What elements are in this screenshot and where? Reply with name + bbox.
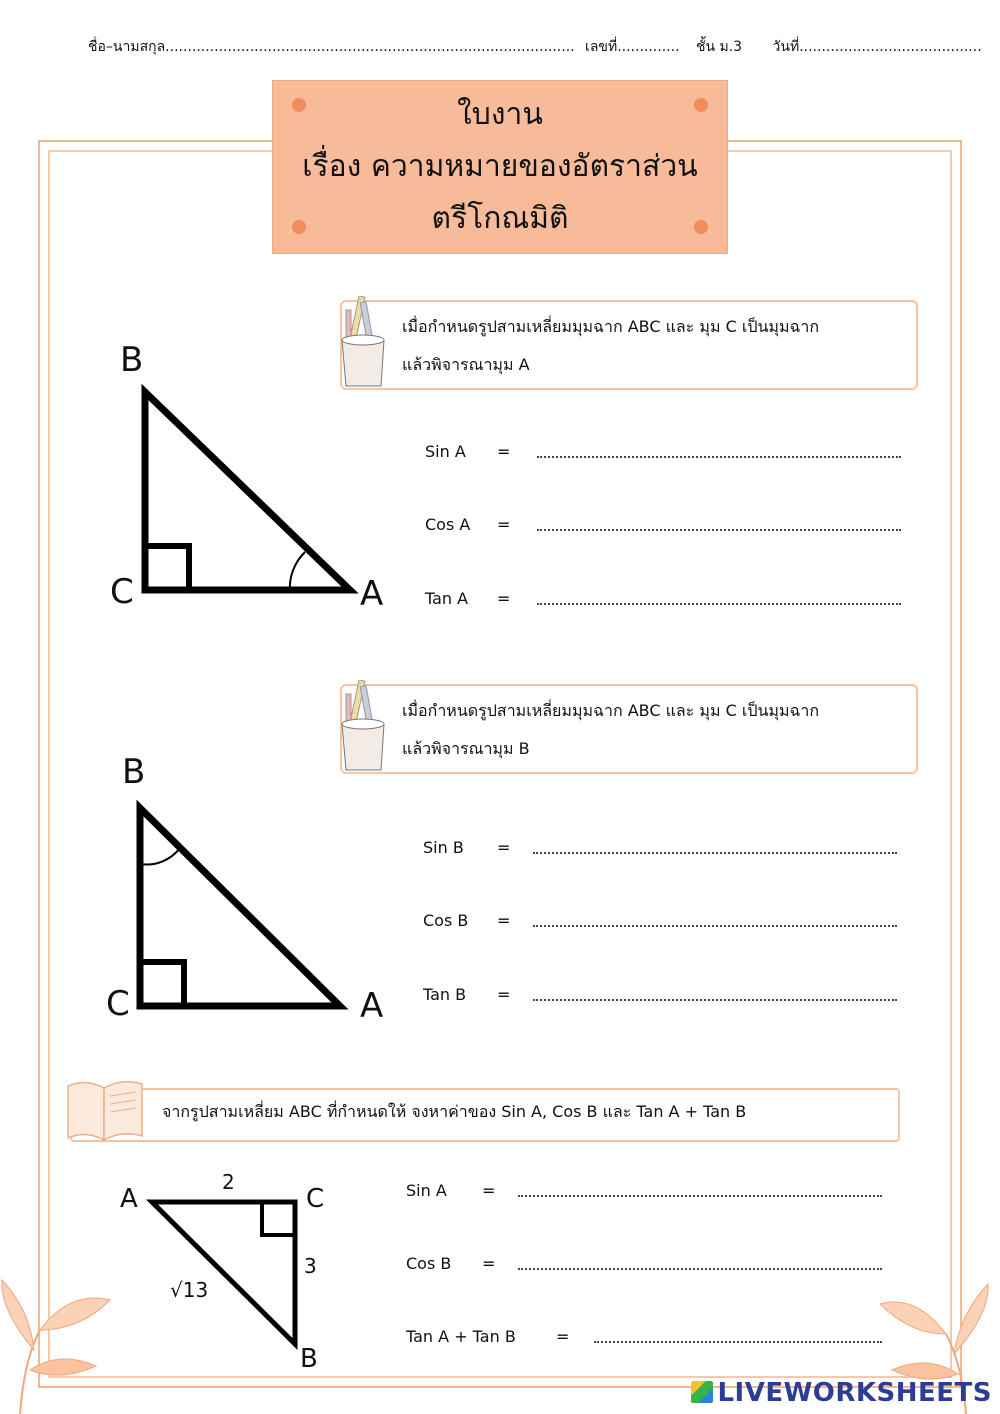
- side-ac-length: 2: [222, 1170, 235, 1194]
- section2-prompt-line2: แล้วพิจารณามุม B: [402, 739, 530, 758]
- vertex-b-label: B: [300, 1344, 318, 1374]
- vertex-c-label: C: [106, 984, 130, 1024]
- answer-row-tan-b: [423, 985, 511, 1004]
- vertex-a-label: A: [360, 574, 384, 614]
- answer-row-cos-b-3: [406, 1254, 496, 1273]
- section2-prompt-line1: เมื่อกำหนดรูปสามเหลี่ยมมุมฉาก ABC และ มุม C เป็นมุมฉาก: [402, 701, 820, 720]
- title-line-2: เรื่อง ความหมายของอัตราส่วน: [302, 149, 698, 184]
- number-field[interactable]: เลขที่..............: [585, 39, 680, 55]
- answer-blank-tan-a[interactable]: [537, 603, 901, 605]
- equals-sign: =: [497, 442, 511, 461]
- plant-decoration-left: [0, 1270, 120, 1414]
- vertex-c-label: C: [110, 572, 134, 612]
- row-label: Sin A: [406, 1181, 447, 1200]
- row-label: Cos B: [406, 1254, 452, 1273]
- open-book-icon: [64, 1074, 146, 1144]
- side-cb-length: 3: [304, 1254, 317, 1278]
- section3-prompt: [70, 1088, 900, 1142]
- vertex-b-label: B: [122, 752, 146, 792]
- section3-prompt-text: จากรูปสามเหลี่ยม ABC ที่กำหนดให้ จงหาค่าของ Sin A, Cos B และ Tan A + Tan B: [162, 1102, 747, 1121]
- decor-dot: [292, 220, 306, 234]
- section1-prompt: [340, 300, 918, 390]
- decor-dot: [694, 98, 708, 112]
- class-label: ชั้น ม.3: [695, 39, 743, 55]
- pencil-cup-icon: [338, 680, 388, 774]
- vertex-b-label: B: [120, 340, 144, 380]
- section1-prompt-line2: แล้วพิจารณามุม A: [402, 355, 530, 374]
- answer-row-cos-b: [423, 911, 511, 930]
- equals-sign: =: [497, 911, 511, 930]
- equals-sign: =: [482, 1181, 496, 1200]
- row-label: Tan B: [423, 985, 467, 1004]
- equals-sign: =: [556, 1327, 570, 1346]
- equals-sign: =: [482, 1254, 496, 1273]
- row-label: Tan A: [425, 589, 469, 608]
- row-label: Cos B: [423, 911, 469, 930]
- vertex-a-label: A: [360, 986, 384, 1026]
- triangle-abc-diagram-2: [100, 780, 400, 1030]
- section2-prompt: [340, 684, 918, 774]
- side-ab-length: √13: [170, 1278, 209, 1302]
- equals-sign: =: [497, 985, 511, 1004]
- vertex-c-label: C: [306, 1184, 325, 1214]
- liveworksheets-logo-icon: [691, 1381, 713, 1403]
- answer-row-sin-a-3: [406, 1181, 496, 1200]
- answer-blank-sin-b[interactable]: [533, 852, 897, 854]
- row-label: Tan A + Tan B: [406, 1327, 516, 1346]
- liveworksheets-watermark: [691, 1378, 992, 1408]
- title-line-1: ใบงาน: [457, 97, 543, 132]
- student-info-line: [88, 36, 988, 58]
- decor-dot: [694, 220, 708, 234]
- row-label: Sin A: [425, 442, 466, 461]
- answer-row-sin-a: [425, 442, 511, 461]
- vertex-a-label: A: [120, 1184, 138, 1214]
- answer-row-tan-sum-3: [406, 1327, 570, 1346]
- answer-row-tan-a: [425, 589, 511, 608]
- triangle-abc-diagram-1: [100, 330, 400, 620]
- section1-prompt-line1: เมื่อกำหนดรูปสามเหลี่ยมมุมฉาก ABC และ มุม C เป็นมุมฉาก: [402, 317, 820, 336]
- equals-sign: =: [497, 589, 511, 608]
- title-line-3: ตรีโกณมิติ: [431, 201, 569, 236]
- row-label: Cos A: [425, 515, 471, 534]
- answer-blank-tan-b[interactable]: [533, 999, 897, 1001]
- answer-row-sin-b: [423, 838, 511, 857]
- equals-sign: =: [497, 515, 511, 534]
- answer-blank-cos-b-3[interactable]: [518, 1268, 882, 1270]
- date-field[interactable]: วันที่.........................................: [772, 39, 982, 55]
- answer-blank-sin-a[interactable]: [537, 456, 901, 458]
- equals-sign: =: [497, 838, 511, 857]
- watermark-text: LIVEWORKSHEETS: [717, 1378, 992, 1408]
- name-field[interactable]: ชื่อ–นามสกุล............................................................................................: [88, 39, 575, 55]
- answer-blank-sin-a-3[interactable]: [518, 1195, 882, 1197]
- row-label: Sin B: [423, 838, 464, 857]
- answer-blank-cos-a[interactable]: [537, 529, 901, 531]
- answer-row-cos-a: [425, 515, 511, 534]
- answer-blank-cos-b[interactable]: [533, 925, 897, 927]
- answer-blank-tan-sum-3[interactable]: [594, 1341, 882, 1343]
- decor-dot: [292, 98, 306, 112]
- worksheet-title-box: [272, 80, 728, 254]
